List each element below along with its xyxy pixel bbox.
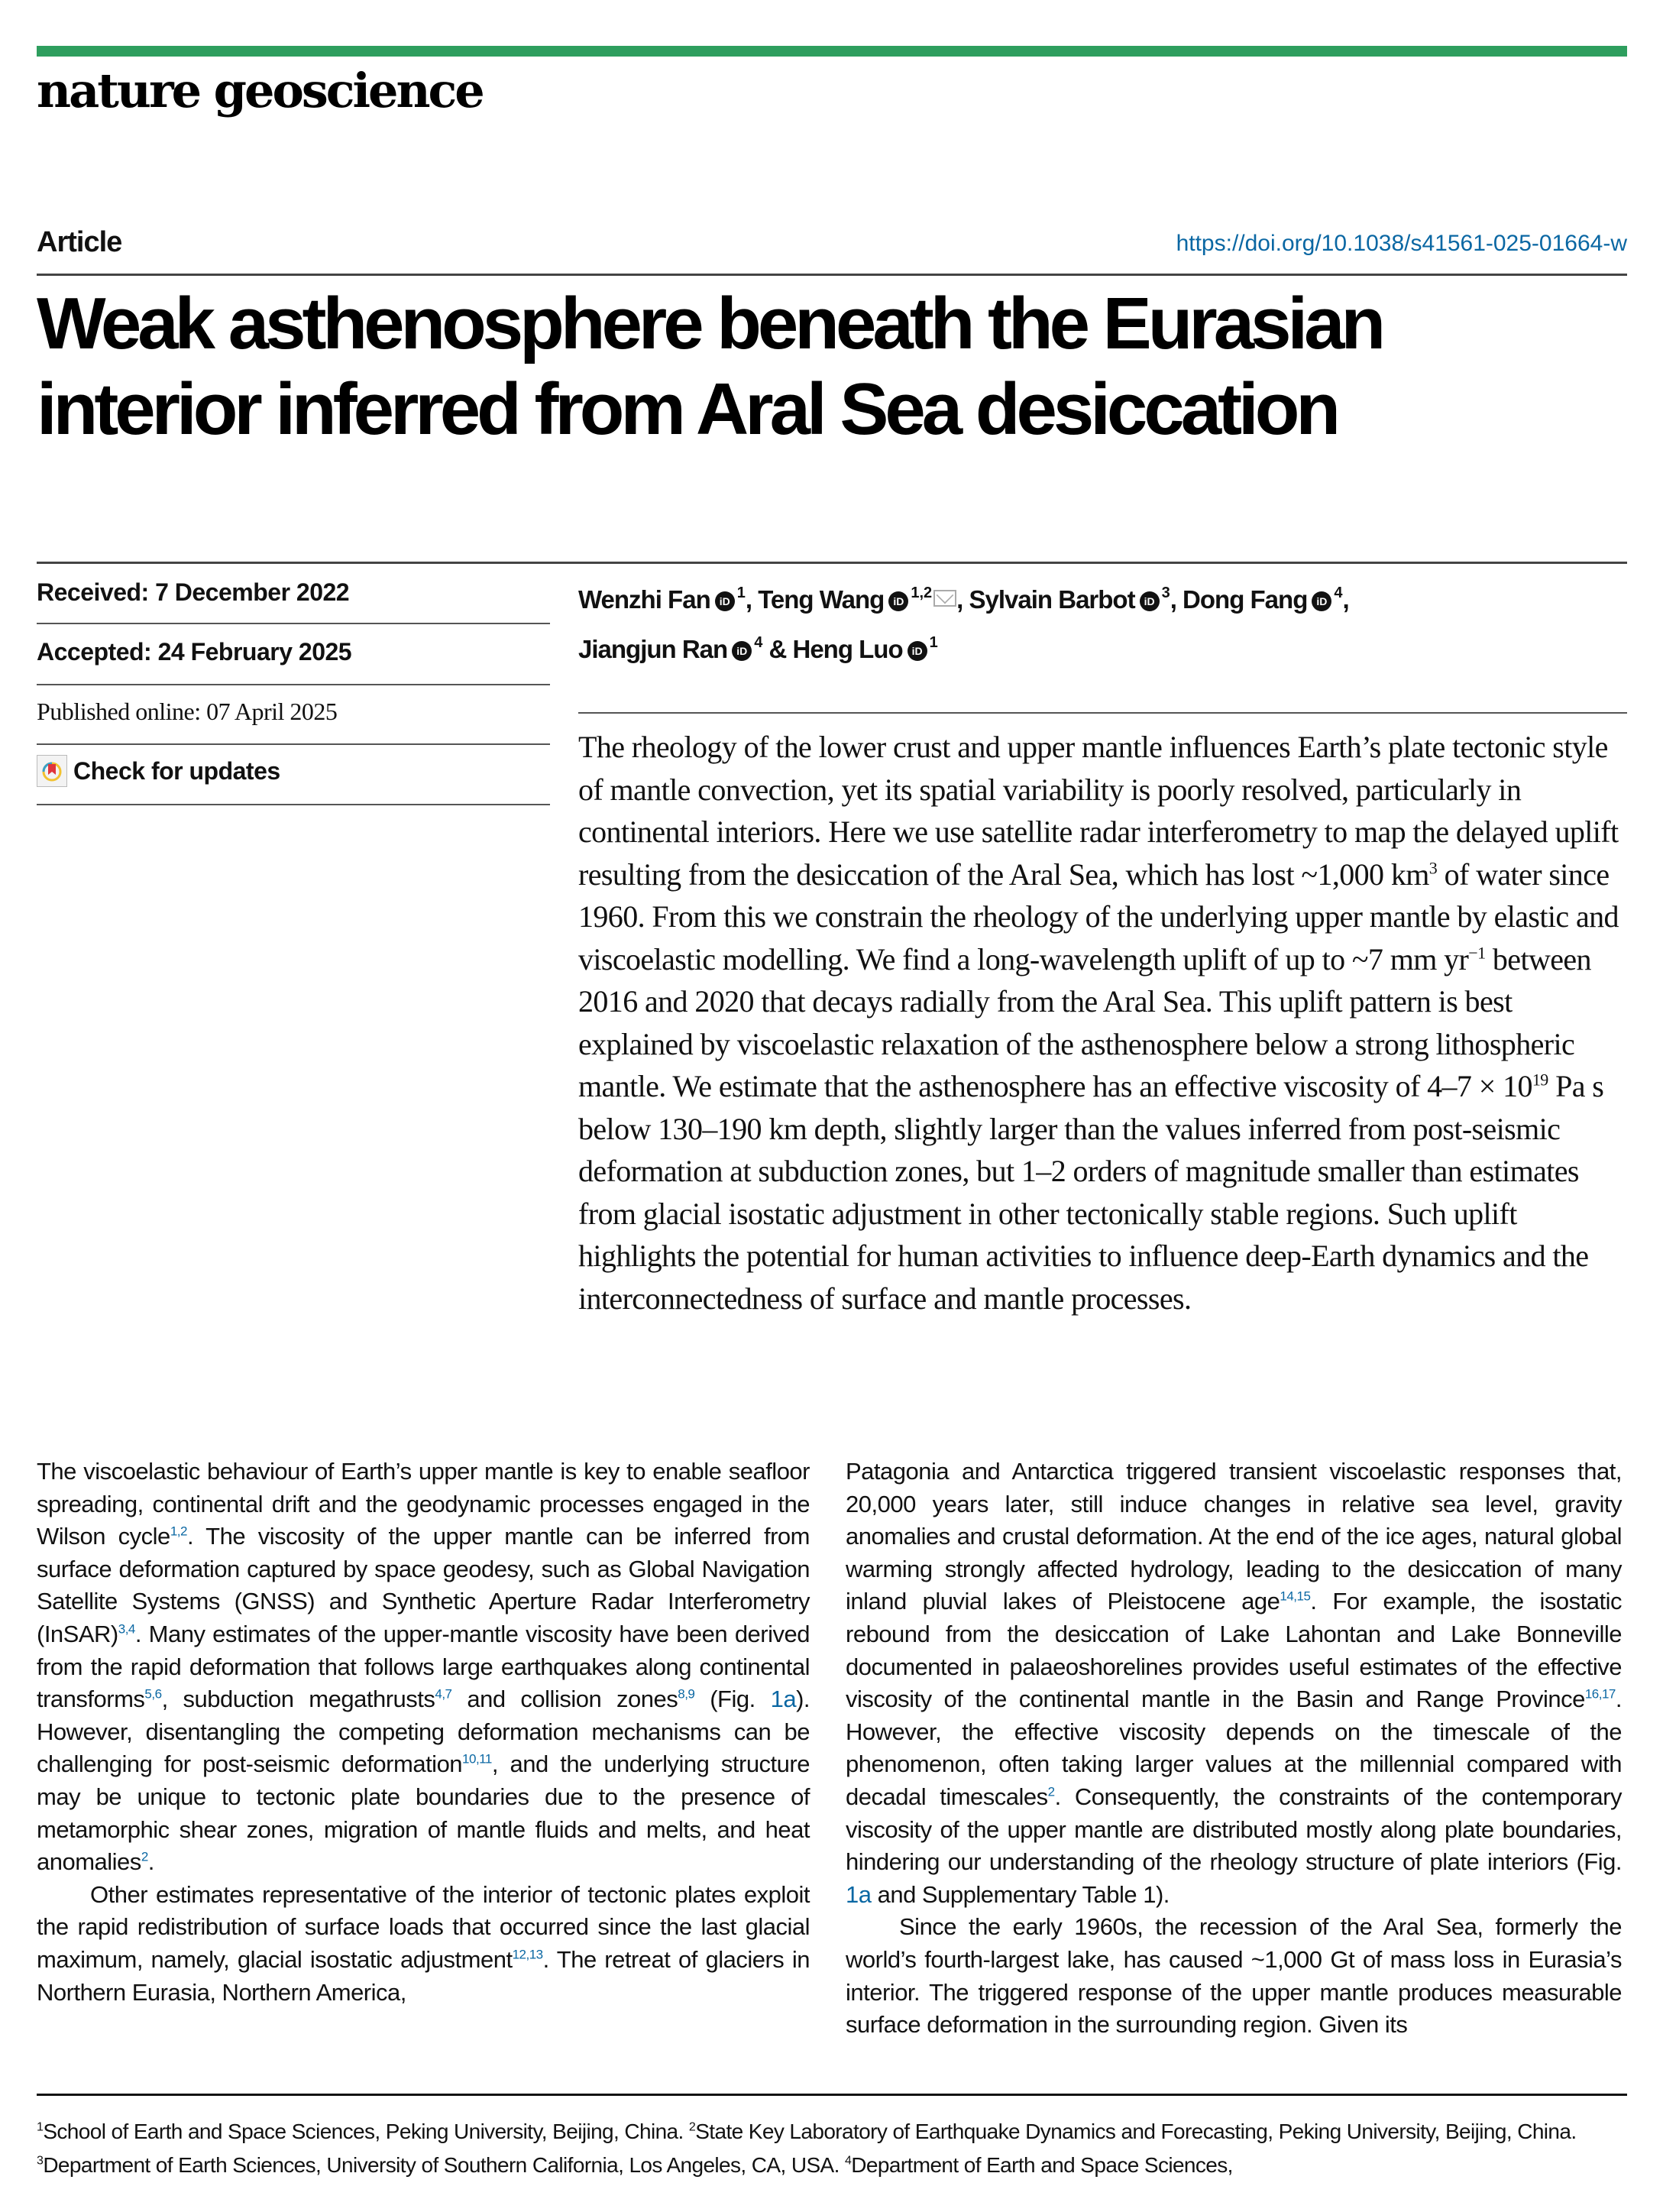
- author-name[interactable]: Teng Wang: [758, 585, 885, 614]
- affiliation-text: Department of Earth Sciences, University of Southern California, Los Angeles, CA, USA.: [43, 2153, 845, 2177]
- abstract-text: The rheology of the lower crust and upper mantle influences Earth’s plate tectonic style of mantle convection, yet its spatial variability is poorly resolved, particularly in continental interiors. Here we use satellite radar interferometry to map the delayed uplift resulting from the desiccation of the Aral Sea, which has lost ~1,000 km: [578, 730, 1619, 892]
- body-text: . For example, the isostatic rebound from the desiccation of Lake Lahontan and Lake Bonneville documented in palaeoshorelines provides useful estimates of the effective viscosity of the continental mantle in the Basin and Range Province: [846, 1588, 1622, 1713]
- affiliation-number: 4: [754, 634, 763, 651]
- citation-link[interactable]: 1,2: [170, 1524, 187, 1539]
- doi-link[interactable]: https://doi.org/10.1038/s41561-025-01664-w: [1176, 231, 1627, 256]
- check-updates-label: Check for updates: [73, 756, 280, 785]
- affiliations: [37, 2115, 1627, 2182]
- body-text: Patagonia and Antarctica triggered transient viscoelastic responses that, 20,000 years later, still induce changes in relative sea level, gravity anomalies and crustal deformation. At the end of the ice ages, natural global warming strongly affected hydrology, leading to the desiccation of many inland pluvial lakes of Pleistocene age: [846, 1458, 1622, 1615]
- accepted-date: Accepted: 24 February 2025: [37, 638, 352, 666]
- author-list: [578, 572, 1627, 671]
- citation-link[interactable]: 2: [141, 1849, 148, 1864]
- figure-link[interactable]: 1a: [770, 1686, 797, 1713]
- affiliation-number: 4: [1334, 585, 1343, 601]
- affiliation-text: School of Earth and Space Sciences, Peking University, Beijing, China.: [43, 2120, 689, 2143]
- body-text: .: [147, 1848, 154, 1876]
- received-date: Received: 7 December 2022: [37, 578, 350, 606]
- affiliation-number: 3: [1161, 585, 1170, 601]
- check-for-updates-button[interactable]: [37, 755, 548, 787]
- journal-name: nature geoscience: [37, 63, 483, 118]
- citation-link[interactable]: 5,6: [144, 1686, 162, 1702]
- orcid-icon[interactable]: iD: [888, 591, 908, 611]
- affiliation-number: 1: [736, 585, 746, 601]
- abstract-divider: [578, 712, 1627, 714]
- check-updates-icon: [37, 755, 67, 787]
- orcid-icon[interactable]: iD: [1140, 591, 1160, 611]
- body-text: Since the early 1960s, the recession of the Aral Sea, formerly the world’s fourth-largest lake, has caused ~1,000 Gt of mass loss in Eurasia’s interior. The triggered response of the upper mantle produces measurable surface deformation in the surrounding region. Given its: [846, 1913, 1622, 2039]
- author-name[interactable]: Wenzhi Fan: [578, 585, 710, 614]
- sidebar-divider: [37, 804, 550, 805]
- citation-link[interactable]: 10,11: [462, 1752, 492, 1767]
- abstract-text: of water since 1960. From this we constrain the rheology of the underlying upper mantle by elastic and viscoelastic modelling. We find a long-wavelength uplift of up to ~7 mm yr: [578, 857, 1619, 976]
- affiliation-number: 2: [688, 2120, 696, 2134]
- affiliation-text: Department of Earth and Space Sciences,: [851, 2153, 1233, 2177]
- author-separator: ,: [1170, 585, 1183, 614]
- body-text: , subduction megathrusts: [161, 1686, 435, 1713]
- citation-link[interactable]: 4,7: [435, 1686, 452, 1702]
- author-name[interactable]: Jiangjun Ran: [578, 635, 728, 663]
- meta-divider: [37, 562, 1627, 564]
- body-text: . However, the effective viscosity depends on the timescale of the phenomenon, often taking larger values at the millennial compared with decadal timescales: [846, 1686, 1622, 1810]
- published-date: Published online: 07 April 2025: [37, 698, 338, 725]
- email-icon[interactable]: [933, 590, 956, 607]
- superscript: 3: [1428, 858, 1438, 878]
- author-separator: &: [762, 635, 793, 663]
- sidebar-divider: [37, 623, 550, 624]
- article-title: [37, 281, 1627, 452]
- header-divider: [37, 274, 1627, 276]
- body-paragraph: [846, 1911, 1622, 2041]
- orcid-icon[interactable]: iD: [1312, 591, 1331, 611]
- abstract-text: Pa s below 130–190 km depth, slightly larger than the values inferred from post-seismic deformation at subduction zones, but 1–2 orders of magnitude smaller than estimates from glacial isostatic adjustment in other tectonically stable regions. Such uplift highlights the potential for human activities to influence deep-Earth dynamics and the interconnectedness of surface and mantle processes.: [578, 1069, 1604, 1316]
- author-separator: ,: [1342, 585, 1349, 614]
- orcid-icon[interactable]: iD: [908, 641, 927, 661]
- body-paragraph: [846, 1456, 1622, 1911]
- citation-link[interactable]: 3,4: [118, 1621, 135, 1637]
- affiliation-number: 4: [844, 2154, 852, 2168]
- affiliation-text: State Key Laboratory of Earthquake Dynamics and Forecasting, Peking University, Beijing, China.: [695, 2120, 1577, 2143]
- affiliation-number: 1,2: [911, 585, 933, 601]
- footer-divider: [37, 2094, 1627, 2096]
- body-column-right: [846, 1456, 1622, 2042]
- body-text: Other estimates representative of the interior of tectonic plates exploit the rapid redistribution of surface loads that occurred since the last glacial maximum, namely, glacial isostatic adjustment: [37, 1880, 810, 1973]
- author-name[interactable]: Heng Luo: [792, 635, 903, 663]
- body-text: . Many estimates of the upper-mantle viscosity have been derived from the rapid deformation that follows large earthquakes along continental transforms: [37, 1620, 810, 1713]
- article-type-label: Article: [37, 226, 122, 258]
- author-separator: ,: [745, 585, 759, 614]
- citation-link[interactable]: 8,9: [678, 1686, 695, 1702]
- abstract: [578, 726, 1627, 1320]
- body-text: . Consequently, the constraints of the contemporary viscosity of the upper mantle are distributed mostly along plate boundaries, hindering our understanding of the rheology structure of plate interiors (Fig.: [846, 1783, 1622, 1876]
- body-text: , and the underlying structure may be unique to tectonic plate boundaries due to the presence of metamorphic shear zones, migration of mantle fluids and melts, and heat anomalies: [37, 1750, 810, 1876]
- sidebar-divider: [37, 743, 550, 745]
- body-paragraph: [37, 1879, 810, 2009]
- citation-link[interactable]: 16,17: [1584, 1686, 1616, 1702]
- body-text: ). However, disentangling the competing deformation mechanisms can be challenging for post-seismic deformation: [37, 1686, 810, 1778]
- citation-link[interactable]: 12,13: [512, 1947, 543, 1962]
- title-line-1: Weak asthenosphere beneath the Eurasian: [37, 283, 1383, 364]
- body-text: . The retreat of glaciers in Northern Eurasia, Northern America,: [37, 1945, 810, 2006]
- abstract-text: between 2016 and 2020 that decays radially from the Aral Sea. This uplift pattern is best explained by viscoelastic relaxation of the asthenosphere below a strong lithospheric mantle. We estimate that the asthenosphere has an effective viscosity of 4–7 × 10: [578, 941, 1591, 1103]
- author-name[interactable]: Dong Fang: [1183, 585, 1308, 614]
- superscript: 19: [1532, 1070, 1548, 1090]
- affiliation-number: 3: [37, 2154, 44, 2168]
- affiliation-number: 1: [37, 2120, 44, 2134]
- citation-link[interactable]: 2: [1047, 1784, 1055, 1799]
- sidebar-divider: [37, 684, 550, 685]
- author-name[interactable]: Sylvain Barbot: [969, 585, 1135, 614]
- affiliation-number: 1: [929, 634, 938, 651]
- citation-link[interactable]: 14,15: [1280, 1589, 1311, 1605]
- title-line-2: interior inferred from Aral Sea desiccation: [37, 368, 1337, 450]
- body-text: and collision zones: [451, 1686, 678, 1713]
- body-text: . The viscosity of the upper mantle can be inferred from surface deformation captured by space geodesy, such as Global Navigation Satellite Systems (GNSS) and Synthetic Aperture Radar Interferometry (InSAR): [37, 1523, 810, 1647]
- figure-link[interactable]: 1a: [846, 1880, 872, 1908]
- body-paragraph: [37, 1456, 810, 1879]
- body-text: and Supplementary Table 1).: [871, 1880, 1170, 1908]
- orcid-icon[interactable]: iD: [732, 641, 752, 661]
- journal-accent-bar: [37, 46, 1627, 57]
- body-text: (Fig.: [694, 1686, 771, 1713]
- body-column-left: [37, 1456, 810, 2009]
- body-text: The viscoelastic behaviour of Earth’s upper mantle is key to enable seafloor spreading, continental drift and the geodynamic processes engaged in the Wilson cycle: [37, 1458, 810, 1550]
- orcid-icon[interactable]: iD: [715, 591, 735, 611]
- superscript: −1: [1468, 943, 1486, 963]
- author-separator: ,: [956, 585, 969, 614]
